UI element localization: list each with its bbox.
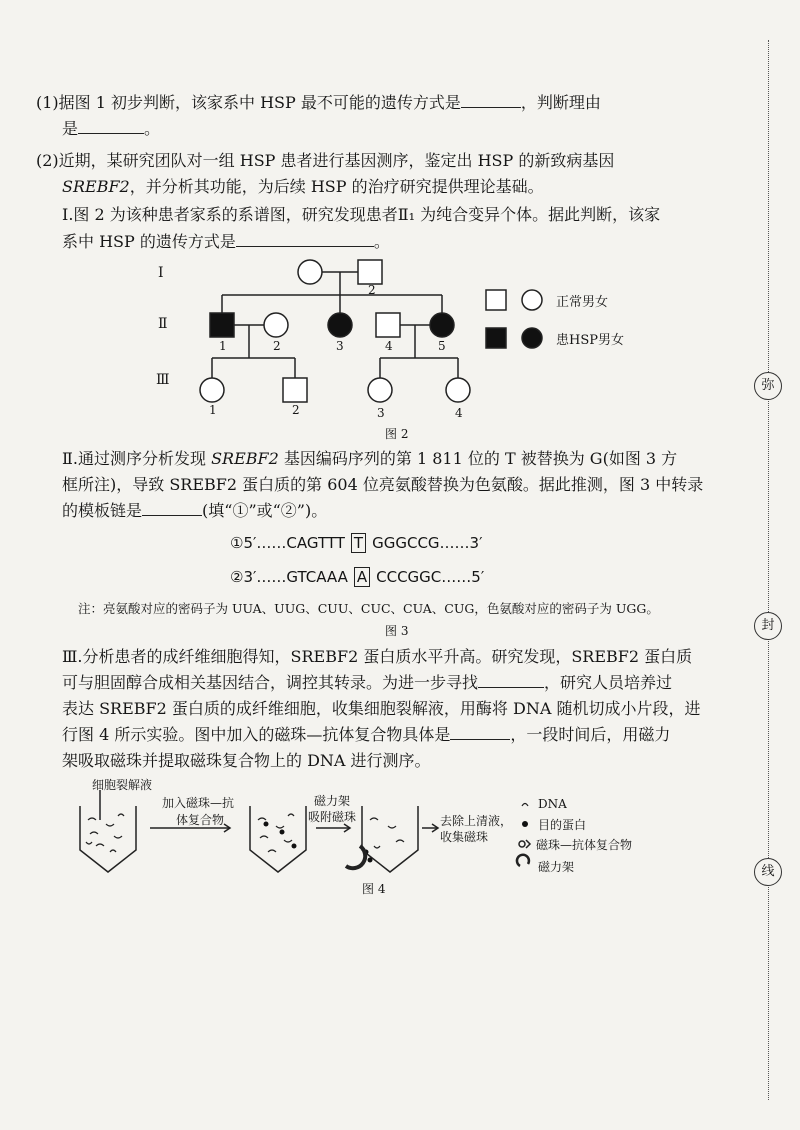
gen2-4-normal-male — [376, 313, 400, 337]
strand-2: ②3′……GTCAAA A CCCGGC……5′ — [230, 568, 485, 586]
gen2-number-5: 5 — [438, 339, 446, 353]
s3-line1: Ⅲ.分析患者的成纤维细胞得知，SREBF2 蛋白质水平升高。研究发现，SREBF2 蛋白质 — [62, 647, 693, 666]
gen2-2-normal-female — [264, 313, 288, 337]
lysate-label: 细胞裂解液 — [92, 778, 153, 792]
answer-blank-5[interactable] — [478, 673, 544, 688]
s3-line5: 架吸取磁珠并提取磁珠复合物上的 DNA 进行测序。 — [62, 751, 431, 770]
strand-1: ①5′……CAGTTT T GGGCCG……3′ — [230, 534, 483, 552]
answer-blank-4[interactable] — [142, 501, 202, 516]
gen2-3-affected-female — [328, 313, 352, 337]
strand1-boxed-base: T — [351, 533, 366, 553]
tube-1 — [80, 806, 136, 872]
s2-line2: 框所注)，导致 SREBF2 蛋白质的第 604 位亮氨酸替换为色氨酸。据此推测，图 3 中转录 — [62, 475, 704, 494]
step2-label-line2: 吸附磁珠 — [308, 810, 357, 824]
gen1-female-normal — [298, 260, 322, 284]
answer-blank-3[interactable] — [236, 232, 374, 247]
gen2-number-1: 1 — [219, 339, 227, 353]
q2-s1-line1: Ⅰ.图 2 为该种患者家系的系谱图，研究发现患者Ⅱ₁ 为纯合变异个体。据此判断，该家 — [62, 205, 661, 224]
gen3-3-normal-female — [368, 378, 392, 402]
gen3-2-normal-male — [283, 378, 307, 402]
gen3-1-normal-female — [200, 378, 224, 402]
gen3-4-normal-female — [446, 378, 470, 402]
seal-xian: 线 — [754, 858, 782, 886]
figure3-caption: 图 3 — [385, 624, 409, 638]
seal-feng: 封 — [754, 612, 782, 640]
answer-blank-2[interactable] — [78, 119, 144, 134]
q1-line1: (1)据图 1 初步判断，该家系中 HSP 最不可能的遗传方式是 ，判断理由 — [36, 93, 601, 112]
q2-intro-line1: (2)近期，某研究团队对一组 HSP 患者进行基因测序，鉴定出 HSP 的新致病基因 — [36, 151, 615, 170]
gen-label-1: Ⅰ — [158, 265, 164, 281]
step3-label-line2: 收集磁珠 — [440, 830, 489, 844]
step1-label-line2: 体复合物 — [176, 813, 225, 827]
codon-note: 注：亮氨酸对应的密码子为 UUA、UUG、CUU、CUC、CUA、CUG，色氨酸对应的密码子为 UGG。 — [78, 601, 659, 616]
seal-mi: 弥 — [754, 372, 782, 400]
legend-bead-antibody: 磁珠—抗体复合物 — [536, 838, 633, 852]
gen-label-3: Ⅲ — [156, 372, 170, 388]
q2-intro-line2: SREBF2，并分析其功能，为后续 HSP 的治疗研究提供理论基础。 — [62, 177, 544, 196]
step2-label-line1: 磁力架 — [314, 794, 351, 808]
s3-line4: 行图 4 所示实验。图中加入的磁珠—抗体复合物具体是 ，一段时间后，用磁力 — [62, 725, 671, 744]
gen1-male-normal — [358, 260, 382, 284]
s3-line2: 可与胆固醇合成相关基因结合，调控其转录。为进一步寻找 ，研究人员培养过 — [62, 673, 673, 692]
gen2-5-affected-female — [430, 313, 454, 337]
gen2-1-affected-male — [210, 313, 234, 337]
legend-dna: DNA — [538, 797, 567, 811]
figure4-caption: 图 4 — [362, 882, 386, 896]
answer-blank-6[interactable] — [450, 725, 510, 740]
gen3-number-4: 4 — [455, 406, 463, 420]
strand2-boxed-base: A — [354, 567, 370, 587]
gen2-number-4: 4 — [385, 339, 393, 353]
step1-label-line1: 加入磁珠—抗 — [162, 796, 235, 810]
step3-label-line1: 去除上清液， — [440, 814, 513, 828]
s2-line3: 的模板链是 (填“①”或“②”)。 — [62, 501, 328, 520]
legend-target-protein: 目的蛋白 — [538, 818, 587, 832]
figure2-caption: 图 2 — [385, 427, 409, 441]
legend-magnet-rack: 磁力架 — [538, 860, 575, 874]
legend-normal-label: 正常男女 — [556, 295, 609, 310]
q1-line2: 是 。 — [62, 119, 161, 138]
gen3-number-2: 2 — [292, 403, 300, 417]
answer-blank-1[interactable] — [461, 93, 521, 108]
gen3-number-1: 1 — [209, 403, 217, 417]
legend-affected-label: 患HSP男女 — [556, 333, 624, 348]
gen-label-2: Ⅱ — [158, 316, 168, 332]
gen3-number-3: 3 — [377, 406, 385, 420]
q2-s1-line2: 系中 HSP 的遗传方式是 。 — [62, 232, 390, 251]
gen2-number-2: 2 — [273, 339, 281, 353]
magnet-rack — [346, 846, 365, 868]
tube-2 — [250, 806, 306, 872]
gen1-number-2: 2 — [368, 283, 376, 297]
gen2-number-3: 3 — [336, 339, 344, 353]
binding-margin-line — [768, 40, 769, 1100]
s2-line1: Ⅱ.通过测序分析发现 SREBF2 基因编码序列的第 1 811 位的 T 被替换为 G(如图 3 方 — [62, 449, 678, 468]
s3-line3: 表达 SREBF2 蛋白质的成纤维细胞，收集细胞裂解液，用酶将 DNA 随机切成小片段，进 — [62, 699, 701, 718]
